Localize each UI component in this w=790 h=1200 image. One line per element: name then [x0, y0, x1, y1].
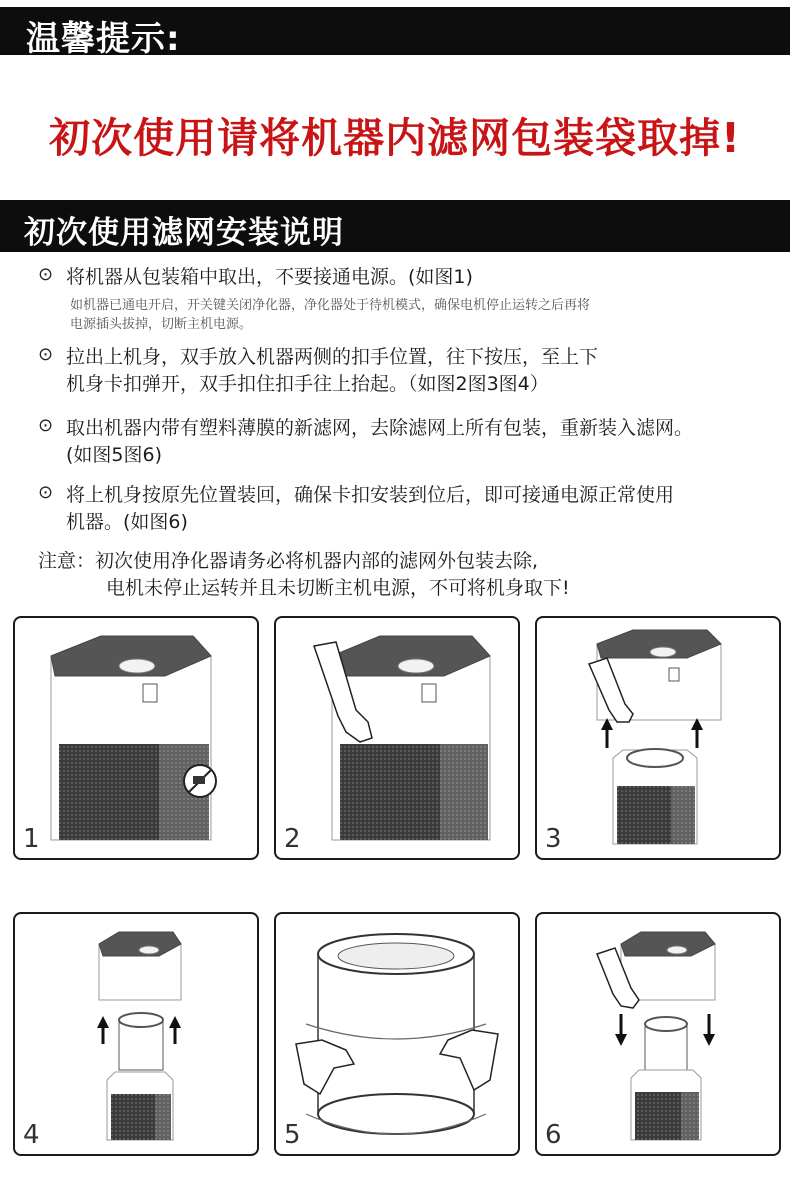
- figure-2: [274, 616, 520, 860]
- warning-text: 初次使用请将机器内滤网包装袋取掉!: [49, 114, 741, 162]
- top-body-removed-illustration: [15, 914, 257, 1154]
- purifier-unplugged-illustration: [15, 618, 257, 858]
- remove-filter-bag-illustration: [276, 914, 518, 1154]
- note-line-1: 注意：初次使用净化器请务必将机器内部的滤网外包装去除,: [38, 550, 539, 572]
- figure-number: 4: [23, 1120, 40, 1150]
- step-2-line-2: 机身卡扣弹开，双手扣住扣手往上抬起。（如图2图3图4）: [66, 373, 549, 395]
- step-1-sub-1: 如机器已通电开启，开关键关闭净化器，净化器处于待机模式，确保电机停止运转之后再将: [70, 298, 591, 313]
- bullet-icon: ⊙: [38, 264, 54, 285]
- step-2-line-1: 拉出上机身，双手放入机器两侧的扣手位置，往下按压，至上下: [66, 346, 599, 368]
- figure-6: [535, 912, 781, 1156]
- figure-3: [535, 616, 781, 860]
- hand-on-grip-illustration: [276, 618, 518, 858]
- lift-top-body-illustration: [537, 618, 779, 858]
- figure-number: 3: [545, 824, 562, 854]
- step-4-line-1: 将上机身按原先位置装回，确保卡扣安装到位后，即可接通电源正常使用: [66, 484, 675, 506]
- figure-1: [13, 616, 259, 860]
- figure-number: 1: [23, 824, 40, 854]
- figure-number: 2: [284, 824, 301, 854]
- step-1-line-1: 将机器从包装箱中取出，不要接通电源。(如图1): [66, 266, 473, 288]
- section-banner: [0, 200, 790, 252]
- step-3-line-2: (如图5图6): [66, 444, 163, 466]
- figure-number: 5: [284, 1120, 301, 1150]
- step-3-line-1: 取出机器内带有塑料薄膜的新滤网，去除滤网上所有包装，重新装入滤网。: [66, 417, 694, 439]
- step-1-sub-2: 电源插头拔掉，切断主机电源。: [70, 317, 253, 332]
- tips-banner: [0, 7, 790, 59]
- figure-4: [13, 912, 259, 1156]
- figure-5: [274, 912, 520, 1156]
- figure-number: 6: [545, 1120, 562, 1150]
- tips-title: 温馨提示:: [26, 19, 181, 59]
- bullet-icon: ⊙: [38, 344, 54, 365]
- reinstall-top-body-illustration: [537, 914, 779, 1154]
- bullet-icon: ⊙: [38, 482, 54, 503]
- bullet-icon: ⊙: [38, 415, 54, 436]
- note-line-2: 电机未停止运转并且未切断主机电源，不可将机身取下!: [106, 577, 570, 599]
- step-4-line-2: 机器。(如图6): [66, 511, 188, 533]
- section-title: 初次使用滤网安装说明: [24, 215, 344, 251]
- note: [38, 548, 570, 602]
